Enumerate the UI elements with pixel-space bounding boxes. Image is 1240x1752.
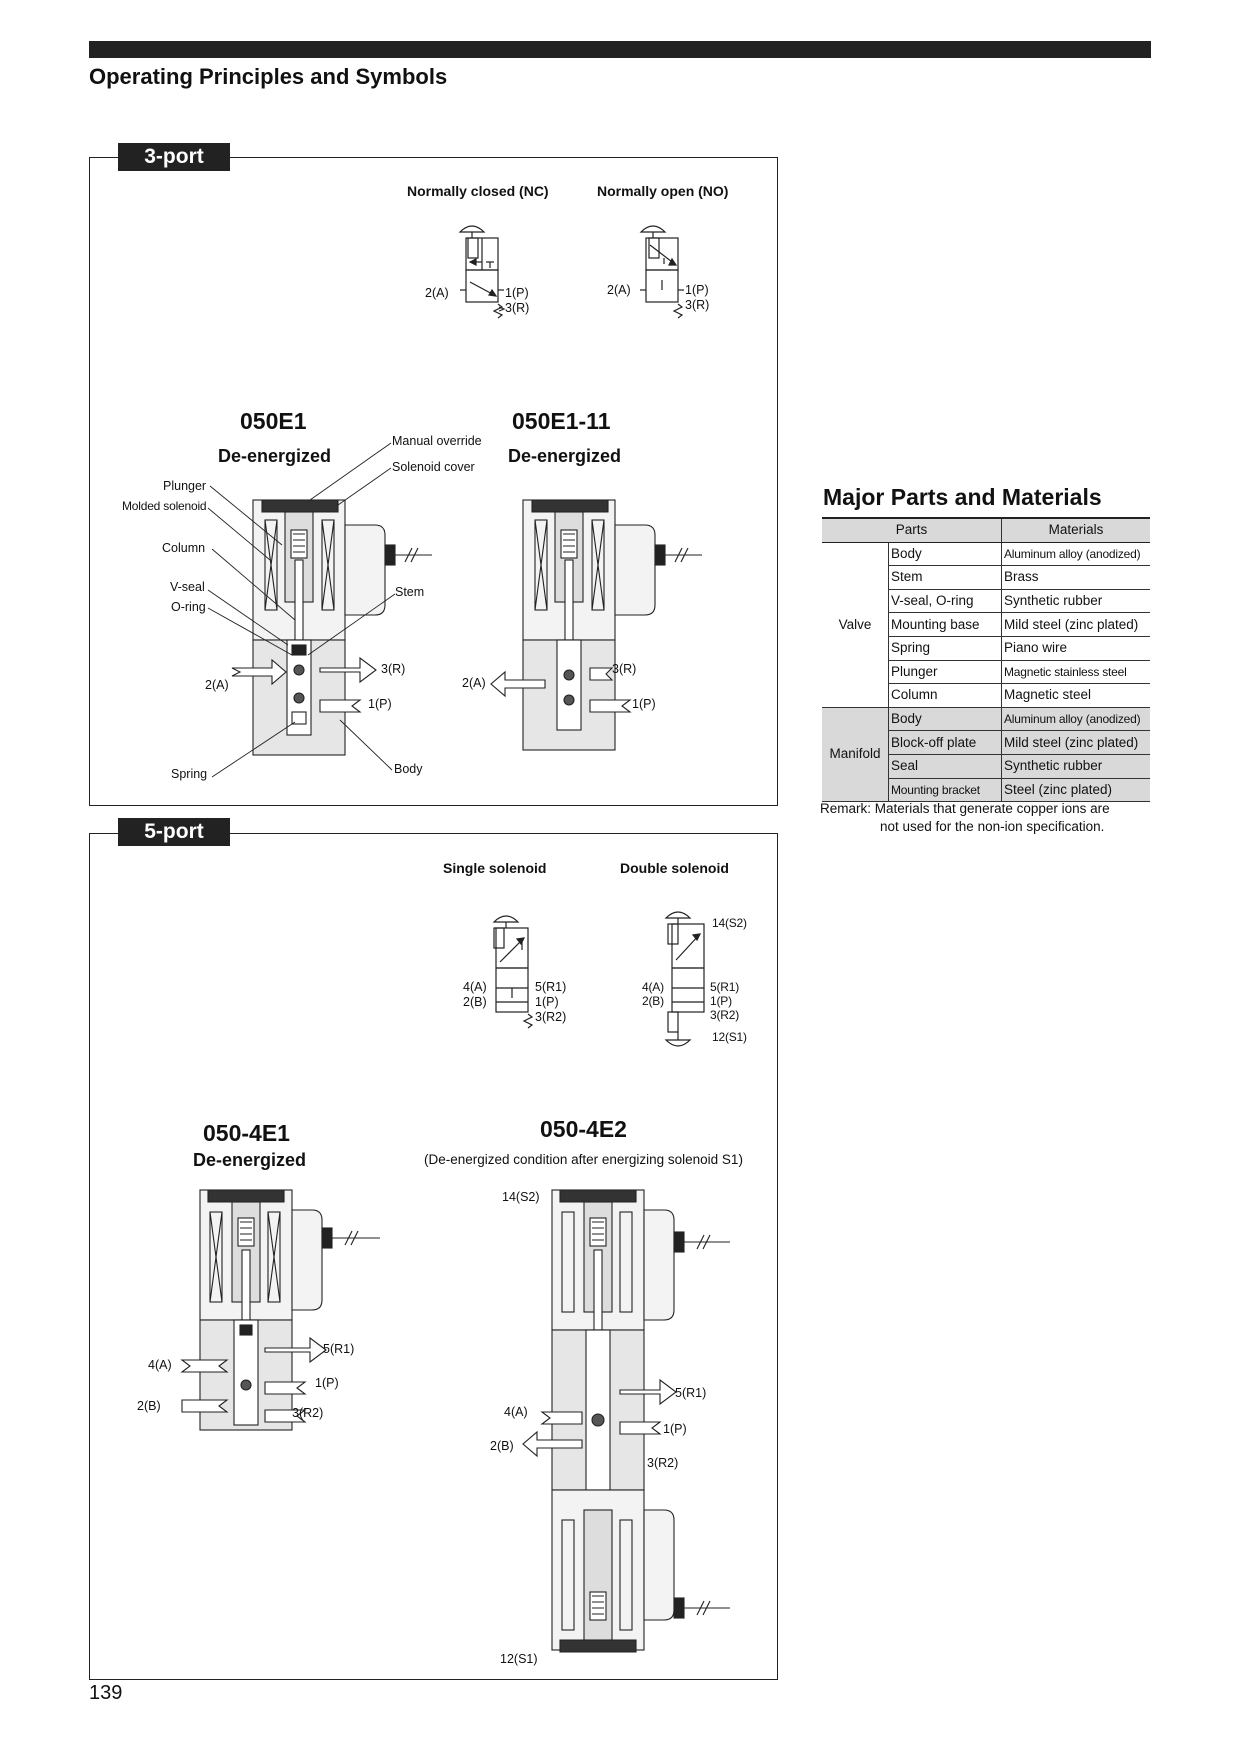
remark-line-1: Remark: Materials that generate copper ions are: [820, 801, 1110, 816]
4e1-port-5r1: 5(R1): [323, 1342, 355, 1356]
nc-port-1p: 1(P): [505, 286, 529, 300]
callout-spring: Spring: [171, 767, 208, 781]
single-port-4a: 4(A): [463, 980, 487, 994]
three-port-tag: 3-port: [118, 143, 230, 171]
symbol-no-title: Normally open (NO): [597, 183, 729, 199]
single-port-1p: 1(P): [535, 995, 559, 1009]
part-cell: V-seal, O-ring: [889, 589, 1002, 613]
callout-molded-solenoid: Molded solenoid: [122, 499, 207, 513]
material-cell: Synthetic rubber: [1002, 589, 1151, 613]
callout-body: Body: [394, 762, 423, 776]
single-port-5r1: 5(R1): [535, 980, 567, 994]
five-port-tag: 5-port: [118, 818, 230, 846]
4e2-port-3r2: 3(R2): [647, 1456, 679, 1470]
model-050e1: 050E1: [240, 408, 307, 434]
major-parts-title: Major Parts and Materials: [823, 484, 1102, 510]
callout-solenoid-cover: Solenoid cover: [392, 460, 475, 474]
state-050e1: De-energized: [218, 446, 332, 466]
4e1-port-1p: 1(P): [315, 1376, 339, 1390]
symbol-nc-title: Normally closed (NC): [407, 183, 549, 199]
symbol-double-title: Double solenoid: [620, 860, 729, 876]
050e1-11-port-3r: 3(R): [612, 662, 637, 676]
callout-plunger: Plunger: [163, 479, 207, 493]
part-cell: Block-off plate: [889, 731, 1002, 755]
part-cell: Stem: [889, 566, 1002, 590]
material-cell: Magnetic steel: [1002, 684, 1151, 708]
single-port-2b: 2(B): [463, 995, 487, 1009]
material-cell: Brass: [1002, 566, 1151, 590]
part-cell: Plunger: [889, 660, 1002, 684]
050e1-port-1p: 1(P): [368, 697, 392, 711]
part-cell: Mounting bracket: [889, 778, 1002, 802]
col-parts: Parts: [822, 518, 1002, 542]
material-cell: Mild steel (zinc plated): [1002, 613, 1151, 637]
4e2-port-2b: 2(B): [490, 1439, 514, 1453]
4e2-port-1p: 1(P): [663, 1422, 687, 1436]
050e1-11-port-1p: 1(P): [632, 697, 656, 711]
material-cell: Piano wire: [1002, 636, 1151, 660]
model-050-4e1: 050-4E1: [203, 1120, 290, 1146]
no-port-1p: 1(P): [685, 283, 709, 297]
part-cell: Mounting base: [889, 613, 1002, 637]
double-port-4a: 4(A): [642, 980, 664, 994]
4e1-port-4a: 4(A): [148, 1358, 172, 1372]
double-port-3r2: 3(R2): [710, 1008, 740, 1022]
material-cell: Synthetic rubber: [1002, 754, 1151, 778]
4e2-port-4a: 4(A): [504, 1405, 528, 1419]
state-050e1-11: De-energized: [508, 446, 622, 466]
callout-stem: Stem: [395, 585, 425, 599]
material-cell: Magnetic stainless steel: [1002, 660, 1151, 684]
material-cell: Aluminum alloy (anodized): [1002, 707, 1151, 731]
4e2-port-5r1: 5(R1): [675, 1386, 707, 1400]
material-cell: Steel (zinc plated): [1002, 778, 1151, 802]
material-cell: Mild steel (zinc plated): [1002, 731, 1151, 755]
col-materials: Materials: [1002, 518, 1151, 542]
double-port-2b: 2(B): [642, 994, 664, 1008]
symbol-single-title: Single solenoid: [443, 860, 547, 876]
group-valve: Valve: [822, 542, 889, 707]
group-manifold: Manifold: [822, 707, 889, 801]
4e2-port-12s1: 12(S1): [500, 1652, 538, 1666]
050e1-port-2a: 2(A): [205, 678, 229, 692]
double-port-5r1: 5(R1): [710, 980, 740, 994]
050e1-port-3r: 3(R): [381, 662, 406, 676]
page-title: Operating Principles and Symbols: [89, 64, 448, 89]
nc-port-2a: 2(A): [425, 286, 449, 300]
state-050-4e1: De-energized: [193, 1150, 307, 1170]
part-cell: Spring: [889, 636, 1002, 660]
material-cell: Aluminum alloy (anodized): [1002, 542, 1151, 566]
no-port-3r: 3(R): [685, 298, 710, 312]
double-port-12s1: 12(S1): [712, 1030, 747, 1044]
no-port-2a: 2(A): [607, 283, 631, 297]
model-050-4e2: 050-4E2: [540, 1116, 627, 1142]
callout-manual-override: Manual override: [392, 434, 482, 448]
4e1-port-3r2: 3(R2): [292, 1406, 324, 1420]
part-cell: Seal: [889, 754, 1002, 778]
state-050-4e2: (De-energized condition after energizing solenoid S1): [424, 1152, 743, 1167]
nc-port-3r: 3(R): [505, 301, 530, 315]
double-port-1p: 1(P): [710, 994, 732, 1008]
remark-line-2: not used for the non-ion specification.: [880, 819, 1105, 834]
part-cell: Column: [889, 684, 1002, 708]
single-port-3r2: 3(R2): [535, 1010, 567, 1024]
callout-v-seal: V-seal: [170, 580, 205, 594]
callout-o-ring: O-ring: [171, 600, 206, 614]
callout-column: Column: [162, 541, 206, 555]
4e1-port-2b: 2(B): [137, 1399, 161, 1413]
part-cell: Body: [889, 542, 1002, 566]
double-port-14s2: 14(S2): [712, 916, 747, 930]
page-number: 139: [89, 1682, 123, 1704]
model-050e1-11: 050E1-11: [512, 408, 611, 434]
050e1-11-port-2a: 2(A): [462, 676, 486, 690]
part-cell: Body: [889, 707, 1002, 731]
4e2-port-14s2: 14(S2): [502, 1190, 540, 1204]
